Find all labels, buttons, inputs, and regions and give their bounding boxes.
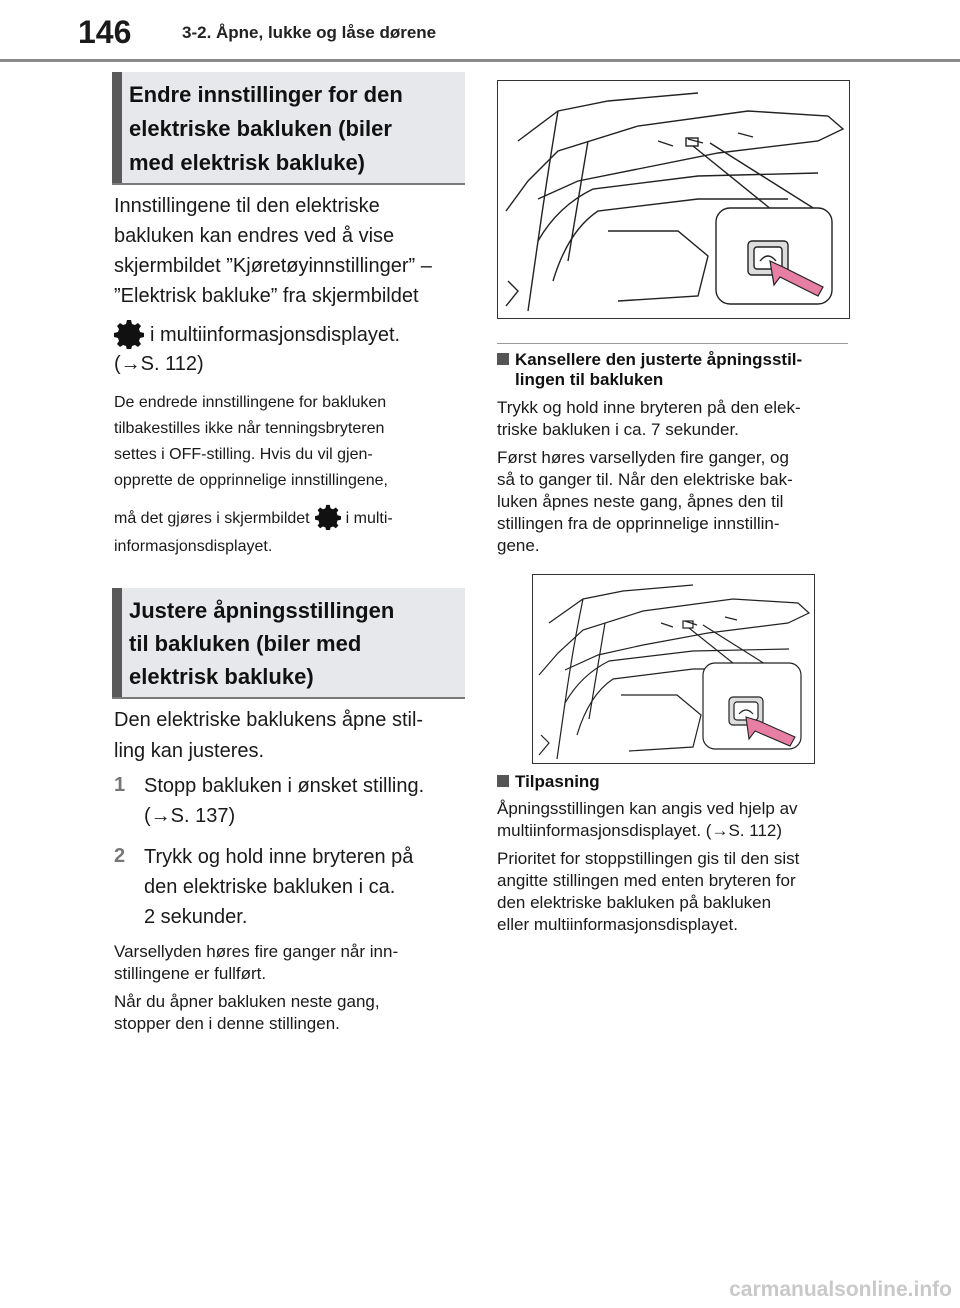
note-line: stopper den i denne stillingen.: [114, 1014, 340, 1033]
watermark: carmanualsonline.info: [729, 1278, 952, 1301]
step-number: 2: [114, 845, 126, 867]
paragraph-line: den elektriske bakluken på bakluken: [497, 893, 772, 912]
page-header: [0, 0, 960, 62]
paragraph-line: ”Elektrisk bakluke” fra skjermbildet: [114, 285, 419, 307]
paragraph-line: gene.: [497, 536, 540, 555]
paragraph-line: Trykk og hold inne bryteren på den elek-: [497, 398, 801, 417]
note-line: opprette de opprinnelige innstillingene,: [114, 472, 388, 489]
note-line: De endrede innstillingene for bakluken: [114, 394, 387, 411]
subheading-cancel: [497, 350, 802, 370]
paragraph-line: (→S. 112): [114, 353, 204, 375]
paragraph-line: luken åpnes neste gang, åpnes den til: [497, 492, 784, 511]
note-line-with-icon: [114, 504, 393, 532]
subheading-text: Kansellere den justerte åpningsstil-: [515, 350, 803, 369]
subheading-text: lingen til bakluken: [515, 370, 664, 389]
header-rule: [0, 59, 960, 62]
tailgate-switch-illustration: [532, 574, 815, 764]
paragraph-text: i multiinformasjonsdisplayet.: [150, 324, 401, 346]
step-text: Trykk og hold inne bryteren på: [144, 846, 414, 868]
paragraph-line: triske bakluken i ca. 7 sekunder.: [497, 420, 739, 439]
chapter-title: 3-2. Åpne, lukke og låse dørene: [182, 23, 437, 42]
step-text: (→S. 137): [144, 805, 236, 827]
subheading-text: Tilpasning: [515, 772, 600, 791]
paragraph-line: så to ganger til. Når den elektriske bak-: [497, 470, 793, 489]
paragraph-line: Innstillingene til den elektriske: [114, 195, 380, 217]
paragraph-line: angitte stillingen med enten bryteren for: [497, 871, 796, 890]
step-text: 2 sekunder.: [144, 906, 248, 928]
paragraph-line: bakluken kan endres ved å vise: [114, 225, 395, 247]
note-line: stillingene er fullført.: [114, 964, 267, 983]
paragraph-line-with-icon: [114, 319, 400, 350]
section-title-line: elektrisk bakluke): [129, 664, 314, 689]
subheading-custom: [497, 772, 600, 792]
square-bullet-icon: [497, 353, 509, 365]
figure-drawing: [533, 575, 814, 763]
step-text: den elektriske bakluken i ca.: [144, 876, 396, 898]
note-line: tilbakestilles ikke når tenningsbryteren: [114, 420, 385, 437]
heading-bar: [112, 588, 122, 697]
paragraph-line: multiinformasjonsdisplayet. (→S. 112): [497, 821, 783, 840]
section-title-line: Endre innstillinger for den: [129, 82, 403, 107]
step-number: 1: [114, 774, 126, 796]
note-line: settes i OFF-stilling. Hvis du vil gjen-: [114, 446, 373, 463]
paragraph-line: ling kan justeres.: [114, 740, 265, 762]
paragraph-line: skjermbildet ”Kjøretøyinnstillinger” –: [114, 255, 432, 277]
note-text: må det gjøres i skjermbildet: [114, 510, 310, 527]
section-title-line: med elektrisk bakluke): [129, 150, 366, 175]
note-text: i multi-: [345, 510, 393, 527]
section-heading-settings: [112, 72, 465, 185]
tailgate-switch-illustration: [497, 80, 850, 319]
figure-drawing: [498, 81, 849, 318]
divider: [497, 343, 848, 344]
note-line: informasjonsdisplayet.: [114, 538, 273, 555]
section-heading-adjust: [112, 588, 465, 699]
paragraph-line: Den elektriske baklukens åpne stil-: [114, 709, 424, 731]
step-text: Stopp bakluken i ønsket stilling.: [144, 775, 425, 797]
paragraph-line: Først høres varsellyden fire ganger, og: [497, 448, 789, 467]
section-title-line: til bakluken (biler med: [129, 631, 362, 656]
section-title-line: elektriske bakluken (biler: [129, 116, 392, 141]
paragraph-line: eller multiinformasjonsdisplayet.: [497, 915, 738, 934]
heading-bar: [112, 72, 122, 183]
paragraph-line: stillingen fra de opprinnelige innstillin-: [497, 514, 780, 533]
gear-icon: [315, 504, 341, 530]
square-bullet-icon: [497, 775, 509, 787]
page-number: 146: [78, 14, 132, 50]
note-line: Varsellyden høres fire ganger når inn-: [114, 942, 399, 961]
section-title-line: Justere åpningsstillingen: [129, 598, 395, 623]
paragraph-line: Prioritet for stoppstillingen gis til den sist: [497, 849, 800, 868]
paragraph-line: Åpningsstillingen kan angis ved hjelp av: [497, 799, 798, 818]
gear-icon: [114, 319, 144, 349]
note-line: Når du åpner bakluken neste gang,: [114, 992, 380, 1011]
